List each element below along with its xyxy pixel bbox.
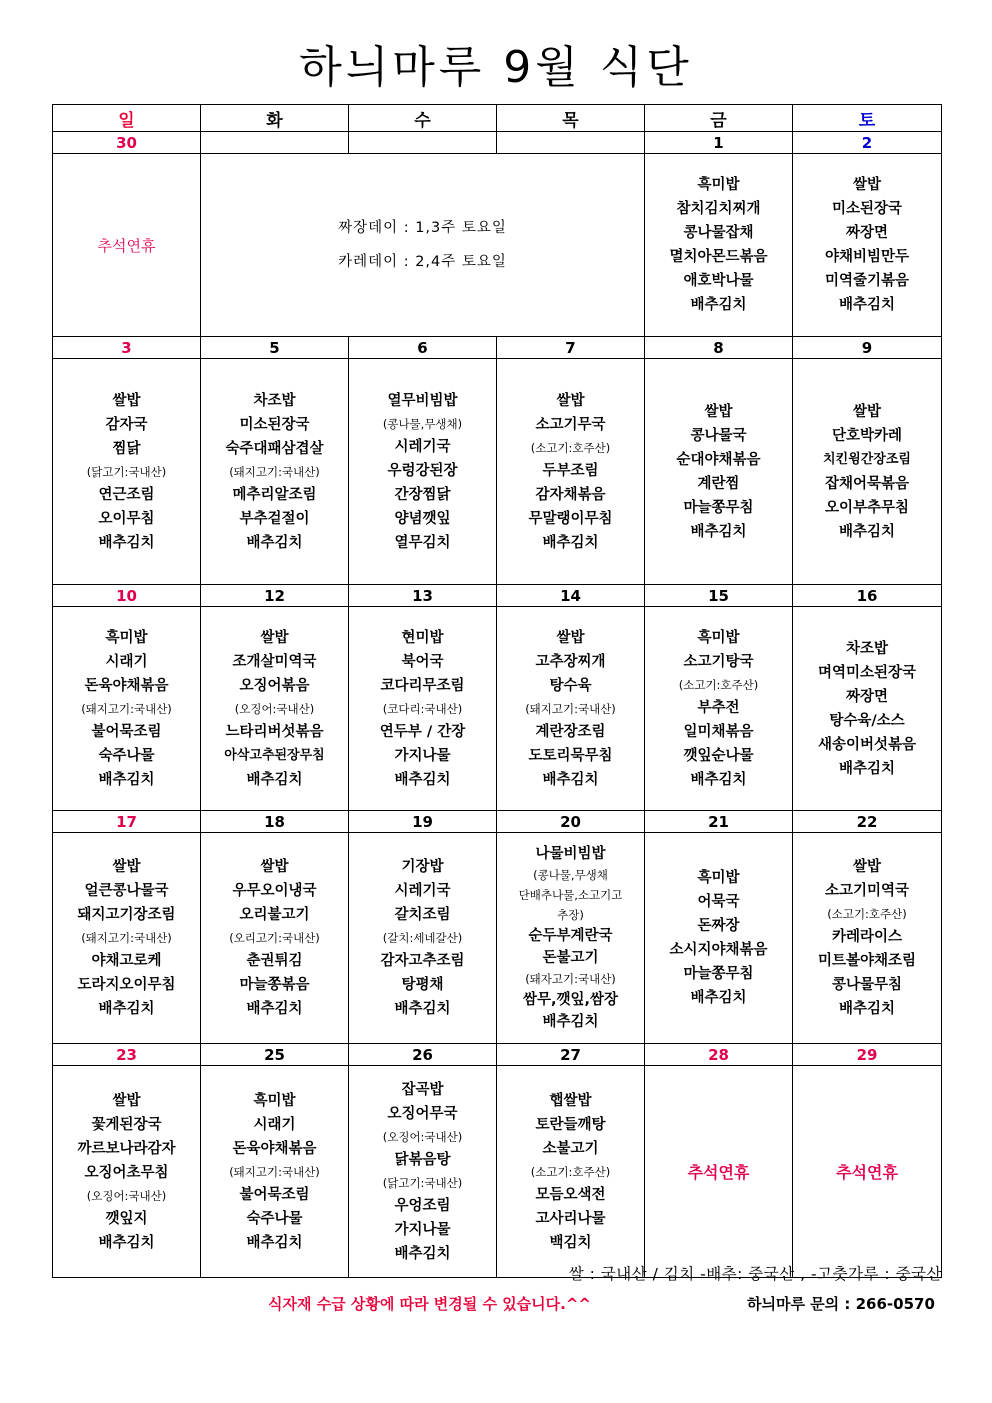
menu-item: 무말랭이무침 <box>528 510 613 527</box>
menu-item: 치킨윙간장조림 <box>823 451 911 467</box>
menu-item: 열무비빔밥 <box>387 392 458 409</box>
date-row <box>53 811 942 833</box>
weekday-header <box>53 105 942 132</box>
menu-item: 순대야채볶음 <box>676 451 761 468</box>
origin-note: (오리고기:국내산) <box>229 931 320 945</box>
menu-item: 숙주나물 <box>98 747 155 764</box>
menu-item: 잡채어묵볶음 <box>824 475 910 492</box>
menu-item: 참치김치찌개 <box>676 201 761 217</box>
date-cell: 25 <box>201 1044 349 1066</box>
notice-cell <box>201 154 645 337</box>
menu-item: 배추김치 <box>394 771 451 788</box>
date-cell <box>349 132 497 154</box>
menu-item: 야채비빔만두 <box>824 249 910 265</box>
menu-item: 배추김치 <box>98 771 155 788</box>
menu-item: 얼큰콩나물국 <box>84 883 169 899</box>
holiday-cell: 추석연휴 <box>793 1066 942 1278</box>
meal-cell <box>793 607 942 811</box>
menu-item: 메추리알조림 <box>232 486 317 503</box>
meal-cell <box>201 833 349 1044</box>
menu-item: 배추김치 <box>246 1234 303 1251</box>
menu-item: 오징어무국 <box>387 1105 458 1122</box>
date-cell: 6 <box>349 337 497 359</box>
menu-item: 흑미밥 <box>253 1092 296 1109</box>
meal-cell <box>497 359 645 585</box>
menu-item: 순두부계란국 <box>528 928 613 944</box>
menu-item: 차조밥 <box>253 392 296 409</box>
menu-item: 쌀밥 <box>852 859 881 875</box>
origin-note: 단배추나물,소고기고 <box>518 888 623 902</box>
menu-item: 감자국 <box>105 416 148 433</box>
notice-line: 카레데이 : 2,4주 토요일 <box>338 254 507 270</box>
meal-cell <box>53 833 201 1044</box>
menu-calendar <box>52 104 942 1278</box>
menu-item: 고사리나물 <box>535 1210 606 1227</box>
meal-row <box>53 607 942 811</box>
menu-item: 소시지야채볶음 <box>669 942 768 958</box>
menu-item: 잡곡밥 <box>401 1081 444 1098</box>
origin-note: (돼지고기:국내산) <box>81 931 172 945</box>
menu-item: 느타리버섯볶음 <box>225 723 324 740</box>
menu-item: 계란장조림 <box>535 723 606 740</box>
meal-cell <box>349 833 497 1044</box>
menu-item: 소고기무국 <box>535 416 606 433</box>
date-cell: 16 <box>793 585 942 607</box>
menu-item: 배추김치 <box>246 1001 303 1017</box>
date-cell: 21 <box>645 811 793 833</box>
menu-item: 부추겉절이 <box>239 510 310 527</box>
menu-item: 돈육야채볶음 <box>232 1140 317 1157</box>
menu-item: 토란들깨탕 <box>535 1116 606 1133</box>
meal-cell <box>497 1066 645 1278</box>
menu-item: 돈불고기 <box>542 950 599 966</box>
weekday-3: 목 <box>497 105 645 132</box>
meal-row <box>53 154 942 337</box>
menu-item: 애호박나물 <box>683 273 754 289</box>
menu-item: 오리불고기 <box>239 907 310 923</box>
menu-item: 아삭고추된장무침 <box>224 747 325 763</box>
date-cell: 7 <box>497 337 645 359</box>
meal-cell <box>53 1066 201 1278</box>
menu-item: 북어국 <box>401 653 444 670</box>
menu-item: 쌀밥 <box>556 392 585 409</box>
menu-item: 간장찜닭 <box>394 486 451 503</box>
menu-item: 현미밥 <box>401 629 444 646</box>
meal-cell <box>645 833 793 1044</box>
menu-item: 오징어초무침 <box>84 1164 169 1181</box>
holiday-cell: 추석연휴 <box>53 154 201 337</box>
origin-note: (돼지고기:국내산) <box>525 701 616 716</box>
date-cell: 1 <box>645 132 793 154</box>
menu-item: 돼지고기장조림 <box>77 907 176 923</box>
menu-item: 열무김치 <box>394 534 451 551</box>
menu-item: 배추김치 <box>690 771 747 788</box>
menu-item: 꽃게된장국 <box>91 1116 162 1133</box>
origin-notice: 쌀 : 국내산 / 김치 -배추: 중국산 , -고춧가루 : 중국산 <box>568 1265 942 1283</box>
date-row <box>53 1044 942 1066</box>
date-cell: 14 <box>497 585 645 607</box>
menu-item: 돈육야채볶음 <box>84 677 169 694</box>
menu-item: 배추김치 <box>98 1001 155 1017</box>
meal-row <box>53 833 942 1044</box>
menu-item: 계란찜 <box>697 475 740 492</box>
menu-item: 마늘쫑볶음 <box>239 977 310 993</box>
menu-item: 찜닭 <box>112 440 141 457</box>
menu-item: 쌀밥 <box>852 177 881 193</box>
menu-item: 배추김치 <box>98 534 155 551</box>
meal-cell <box>793 833 942 1044</box>
menu-item: 콩나물국 <box>690 427 747 444</box>
menu-item: 배추김치 <box>98 1234 155 1251</box>
menu-item: 오이부추무침 <box>824 499 910 516</box>
origin-note: (소고기:호주산) <box>530 1164 611 1179</box>
menu-item: 마늘쫑무침 <box>683 499 754 516</box>
menu-item: 햅쌀밥 <box>549 1092 592 1109</box>
menu-item: 나물비빔밥 <box>535 846 606 862</box>
meal-cell <box>645 607 793 811</box>
meal-cell <box>497 607 645 811</box>
date-cell: 17 <box>53 811 201 833</box>
weekday-4: 금 <box>645 105 793 132</box>
weekday-0: 일 <box>53 105 201 132</box>
menu-item: 소불고기 <box>542 1140 599 1157</box>
date-cell: 22 <box>793 811 942 833</box>
meal-cell <box>201 607 349 811</box>
menu-item: 숙주나물 <box>246 1210 303 1227</box>
menu-item: 소고기탕국 <box>683 653 754 670</box>
menu-item: 배추김치 <box>690 523 747 540</box>
menu-item: 배추김치 <box>394 1245 451 1262</box>
menu-item: 미소된장국 <box>239 416 310 433</box>
menu-item: 미트볼야채조림 <box>817 953 917 969</box>
menu-item: 쌀밥 <box>704 403 733 420</box>
date-cell: 9 <box>793 337 942 359</box>
menu-item: 쌀밥 <box>112 1092 141 1109</box>
origin-note: (오징어:국내산) <box>86 1188 167 1203</box>
menu-item: 쌀밥 <box>260 629 289 646</box>
origin-note: (돼지고기:국내산) <box>229 464 320 479</box>
origin-note: (돼지고기:국내산) <box>229 1164 320 1179</box>
menu-item: 탕평채 <box>401 977 444 993</box>
menu-item: 배추김치 <box>246 534 303 551</box>
menu-item: 배추김치 <box>542 1014 599 1030</box>
menu-item: 단호박카레 <box>831 427 903 444</box>
notice-line: 짜장데이 : 1,3주 토요일 <box>338 220 507 236</box>
meal-cell <box>201 359 349 585</box>
menu-item: 갈치조림 <box>394 907 451 923</box>
menu-item: 배추김치 <box>838 760 896 777</box>
meal-cell <box>53 359 201 585</box>
menu-item: 도토리묵무침 <box>528 747 613 764</box>
menu-item: 돈짜장 <box>697 918 740 934</box>
origin-note: (닭고기:국내산) <box>382 1175 463 1190</box>
origin-note: (소고기:호주산) <box>827 907 907 921</box>
date-cell: 23 <box>53 1044 201 1066</box>
menu-item: 가지나물 <box>394 747 451 764</box>
origin-note: (갈치:세네갈산) <box>382 931 463 945</box>
date-cell <box>497 132 645 154</box>
date-cell: 20 <box>497 811 645 833</box>
weekday-1: 화 <box>201 105 349 132</box>
date-row <box>53 132 942 154</box>
menu-item: 시레기국 <box>394 883 451 899</box>
origin-note: (오징어:국내산) <box>382 1129 463 1144</box>
meal-cell <box>53 607 201 811</box>
menu-item: 배추김치 <box>838 297 896 313</box>
menu-item: 어묵국 <box>697 894 740 910</box>
origin-note: (코다리:국내산) <box>382 701 463 716</box>
meal-cell <box>201 1066 349 1278</box>
origin-note: (콩나물,무생채 <box>533 868 608 882</box>
menu-item: 짜장면 <box>845 688 889 705</box>
meal-cell <box>497 833 645 1044</box>
menu-item: 우렁강된장 <box>387 462 458 479</box>
origin-note: (돼지고기:국내산) <box>81 701 172 716</box>
menu-item: 며역미소된장국 <box>817 664 917 681</box>
menu-item: 쌀밥 <box>852 403 881 420</box>
date-cell <box>201 132 349 154</box>
menu-item: 시래기 <box>105 653 148 670</box>
menu-item: 흑미밥 <box>105 629 148 646</box>
date-cell: 30 <box>53 132 201 154</box>
menu-item: 짜장면 <box>845 225 889 241</box>
menu-item: 미역줄기볶음 <box>824 273 910 289</box>
origin-note: (오징어:국내산) <box>234 701 315 716</box>
menu-item: 새송이버섯볶음 <box>817 736 917 753</box>
menu-item: 배추김치 <box>394 1001 451 1017</box>
menu-item: 탕수육 <box>549 677 592 694</box>
menu-item: 숙주대패삼겹살 <box>225 440 324 457</box>
menu-item: 배추김치 <box>838 523 896 540</box>
origin-note: (콩나물,무생채) <box>382 416 463 431</box>
menu-item: 시레기국 <box>394 438 451 455</box>
menu-item: 오징어볶음 <box>239 677 310 694</box>
menu-item: 양념깻잎 <box>394 510 451 527</box>
menu-item: 배추김치 <box>690 990 747 1006</box>
date-cell: 3 <box>53 337 201 359</box>
menu-item: 까르보나라감자 <box>77 1140 176 1157</box>
menu-item: 가지나물 <box>394 1221 451 1238</box>
menu-item: 연두부 / 간장 <box>379 723 466 740</box>
menu-item: 배추김치 <box>542 771 599 788</box>
change-warning: 식자재 수급 상황에 따라 변경될 수 있습니다.^^ <box>268 1295 591 1313</box>
menu-item: 멸치아몬드볶음 <box>669 249 768 265</box>
meal-cell <box>349 1066 497 1278</box>
menu-item: 도라지오이무침 <box>77 977 176 993</box>
date-cell: 18 <box>201 811 349 833</box>
menu-item: 쌀밥 <box>112 859 141 875</box>
menu-item: 쌀밥 <box>260 859 289 875</box>
page-title: 하늬마루 9월 식단 <box>299 42 693 93</box>
menu-item: 춘권튀김 <box>246 953 303 969</box>
menu-item: 흑미밥 <box>697 177 740 193</box>
menu-item: 깻잎순나물 <box>683 747 754 764</box>
menu-item: 흑미밥 <box>697 870 740 886</box>
menu-item: 깻잎지 <box>105 1210 148 1227</box>
origin-note: (소고기:호주산) <box>678 677 759 692</box>
menu-item: 조개살미역국 <box>232 653 317 670</box>
menu-item: 배추김치 <box>246 771 303 788</box>
menu-item: 오이무침 <box>98 510 155 527</box>
menu-item: 불어묵조림 <box>91 723 162 740</box>
menu-item: 배추김치 <box>690 297 747 313</box>
meal-cell <box>793 154 942 337</box>
menu-item: 탕수육/소스 <box>829 712 905 729</box>
menu-item: 배추김치 <box>838 1001 896 1017</box>
menu-item: 차조밥 <box>845 640 889 657</box>
date-cell: 26 <box>349 1044 497 1066</box>
date-cell: 10 <box>53 585 201 607</box>
menu-item: 불어묵조림 <box>239 1186 310 1203</box>
menu-item: 쌈무,깻잎,쌈장 <box>522 992 619 1008</box>
menu-item: 코다리무조림 <box>380 677 465 694</box>
menu-item: 쌀밥 <box>556 629 585 646</box>
menu-item: 마늘쫑무침 <box>683 966 754 982</box>
menu-item: 감자고추조림 <box>380 953 465 969</box>
menu-item: 닭볶음탕 <box>394 1151 451 1168</box>
menu-item: 두부조림 <box>542 462 599 479</box>
origin-note: (돼자고기:국내산) <box>525 972 616 986</box>
date-cell: 28 <box>645 1044 793 1066</box>
meal-cell <box>349 359 497 585</box>
menu-item: 일미채볶음 <box>683 723 754 740</box>
meal-row <box>53 359 942 585</box>
menu-item: 우엉조림 <box>394 1197 451 1214</box>
meal-cell <box>793 359 942 585</box>
date-cell: 8 <box>645 337 793 359</box>
origin-note: (소고기:호주산) <box>530 440 611 455</box>
menu-item: 카레라이스 <box>831 929 903 945</box>
date-cell: 27 <box>497 1044 645 1066</box>
menu-item: 미소된장국 <box>831 201 903 217</box>
date-row <box>53 585 942 607</box>
meal-cell <box>645 359 793 585</box>
menu-item: 배추김치 <box>542 534 599 551</box>
date-cell: 13 <box>349 585 497 607</box>
date-cell: 5 <box>201 337 349 359</box>
menu-item: 콩나물무침 <box>831 977 903 993</box>
menu-item: 우무오이냉국 <box>232 883 317 899</box>
meal-row <box>53 1066 942 1278</box>
date-cell: 29 <box>793 1044 942 1066</box>
date-row <box>53 337 942 359</box>
menu-item: 야채고로케 <box>91 953 162 969</box>
contact-info: 하늬마루 문의 : 266-0570 <box>747 1295 935 1313</box>
weekday-5: 토 <box>793 105 942 132</box>
meal-cell <box>349 607 497 811</box>
origin-note: 추장) <box>557 908 584 922</box>
menu-item: 소고기미역국 <box>824 883 910 899</box>
menu-item: 백김치 <box>549 1234 592 1251</box>
holiday-cell: 추석연휴 <box>645 1066 793 1278</box>
meal-cell <box>645 154 793 337</box>
menu-item: 쌀밥 <box>112 392 141 409</box>
menu-item: 연근조림 <box>98 486 155 503</box>
menu-item: 부추전 <box>697 699 740 716</box>
date-cell: 2 <box>793 132 942 154</box>
menu-item: 감자채볶음 <box>535 486 606 503</box>
menu-item: 흑미밥 <box>697 629 740 646</box>
menu-item: 시래기 <box>253 1116 296 1133</box>
origin-note: (닭고기:국내산) <box>86 464 167 479</box>
weekday-2: 수 <box>349 105 497 132</box>
date-cell: 19 <box>349 811 497 833</box>
date-cell: 15 <box>645 585 793 607</box>
menu-item: 고추장찌개 <box>535 653 606 670</box>
menu-item: 모듬오색전 <box>535 1186 606 1203</box>
menu-item: 기장밥 <box>401 859 444 875</box>
date-cell: 12 <box>201 585 349 607</box>
menu-item: 콩나물잡채 <box>683 225 754 241</box>
